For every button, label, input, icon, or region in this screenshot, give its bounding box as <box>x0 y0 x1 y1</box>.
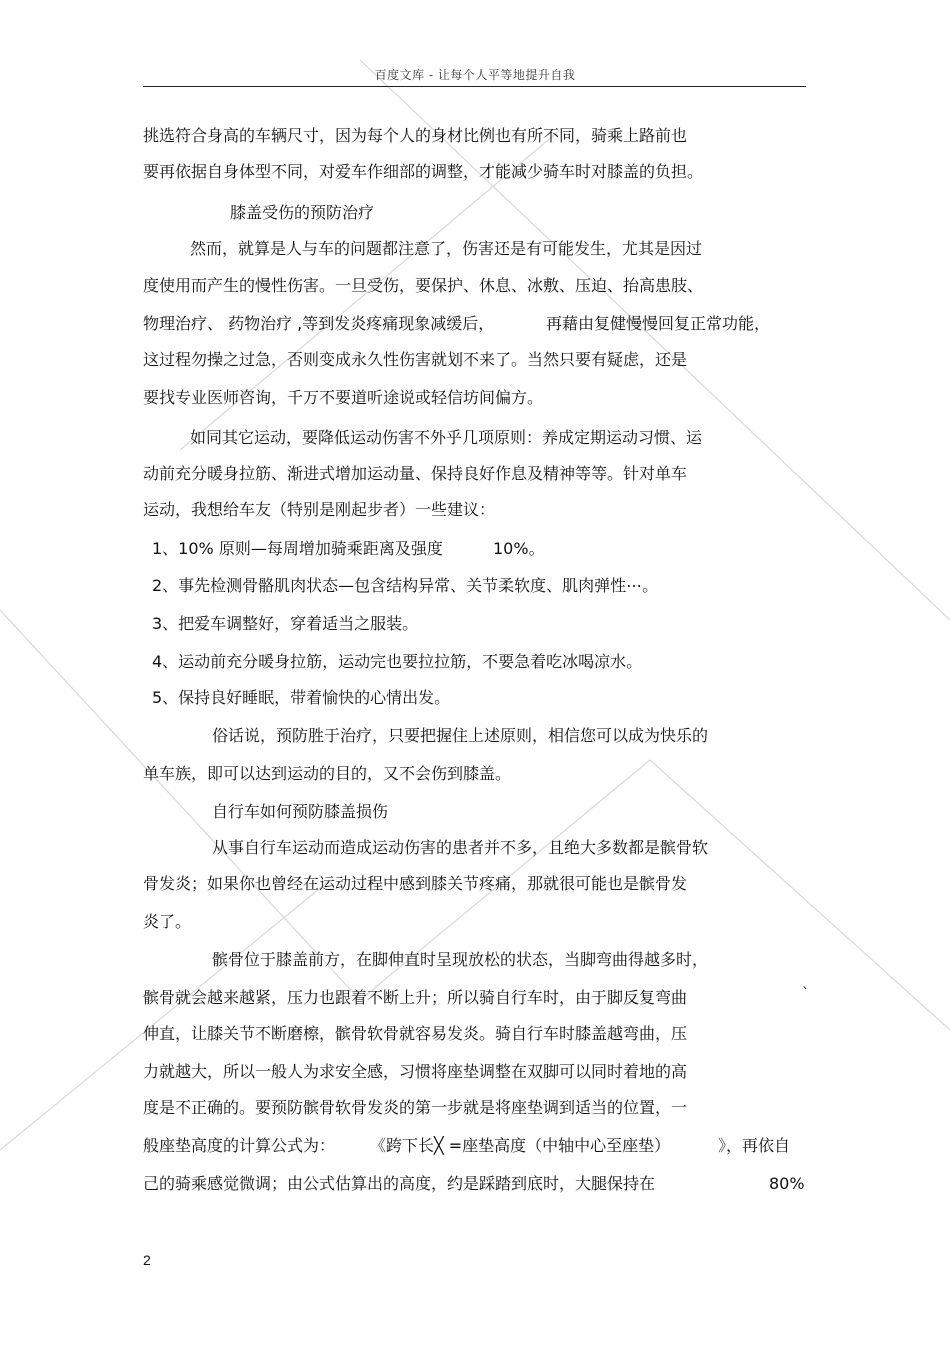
list-item: 5、保持良好睡眠，带着愉快的心情出发。 <box>152 688 451 707</box>
list-item: 3、把爱车调整好，穿着适当之服装。 <box>152 614 419 633</box>
text-line: 度使用而产生的慢性伤害。一旦受伤，要保护、休息、冰敷、压迫、抬高患肢、 <box>143 276 704 295</box>
text-line: 80% <box>769 1174 805 1193</box>
text-line: 运动，我想给车友（特别是刚起步者）一些建议： <box>143 500 496 519</box>
list-item: 2、事先检测骨骼肌肉状态—包含结构异常、关节柔软度、肌肉弹性⋯。 <box>152 576 659 595</box>
text-line: 》，再依自 <box>718 1136 791 1155</box>
text-line: 髌骨位于膝盖前方，在脚伸直时呈现放松的状态，当脚弯曲得越多时， <box>212 950 709 969</box>
list-item: 1、10% 原则—每周增加骑乘距离及强度 <box>152 539 443 558</box>
text-line: 般座垫高度的计算公式为： <box>143 1136 336 1155</box>
text-line: 从事自行车运动而造成运动伤害的患者并不多，且绝大多数都是髌骨软 <box>212 838 709 857</box>
text-line: 动前充分暖身拉筋、渐进式增加运动量、保持良好作息及精神等等。针对单车 <box>143 464 688 483</box>
formula: 《跨下长╳ =座垫高度（中轴中心至座垫） <box>370 1136 671 1155</box>
page-header-title: 百度文库 - 让每个人平等地提升自我 <box>374 68 576 82</box>
text-line: 如同其它运动，要降低运动伤害不外乎几项原则：养成定期运动习惯、运 <box>190 428 703 447</box>
text-line: 要找专业医师咨询，千万不要道听途说或轻信坊间偏方。 <box>143 388 544 407</box>
list-item-value: 10%。 <box>493 539 545 558</box>
text-line: 挑选符合身高的车辆尺寸，因为每个人的身材比例也有所不同，骑乘上路前也 <box>143 126 688 145</box>
section-heading: 自行车如何预防膝盖损伤 <box>212 802 389 821</box>
text-line: 再藉由复健慢慢回复正常功能， <box>546 314 771 333</box>
text-line: 俗话说，预防胜于治疗，只要把握住上述原则，相信您可以成为快乐的 <box>212 726 709 745</box>
text-line: 单车族，即可以达到运动的目的，又不会伤到膝盖。 <box>143 764 512 783</box>
text-line: 力就越大，所以一般人为求安全感，习惯将座垫调整在双脚可以同时着地的高 <box>143 1062 688 1081</box>
list-item: 4、运动前充分暖身拉筋，运动完也要拉拉筋，不要急着吃冰喝凉水。 <box>152 652 643 671</box>
text-line: 度是不正确的。要预防髌骨软骨发炎的第一步就是将座垫调到适当的位置，一 <box>143 1098 688 1117</box>
text-line: 髌骨就会越来越紧，压力也跟着不断上升；所以骑自行车时，由于脚反复弯曲 <box>143 988 688 1007</box>
text-line: 这过程勿操之过急，否则变成永久性伤害就划不来了。当然只要有疑虑，还是 <box>143 350 688 369</box>
text-line: 炎了。 <box>143 912 192 931</box>
text-line: 伸直，让膝关节不断磨檫，髌骨软骨就容易发炎。骑自行车时膝盖越弯曲，压 <box>143 1024 688 1043</box>
section-heading: 膝盖受伤的预防治疗 <box>230 203 375 222</box>
text-line: 要再依据自身体型不同，对爱车作细部的调整，才能减少骑车时对膝盖的负担。 <box>143 162 704 181</box>
text-line: 然而，就算是人与车的问题都注意了，伤害还是有可能发生，尤其是因过 <box>190 239 703 258</box>
page-number: 2 <box>143 1252 151 1268</box>
stray-mark: ` <box>802 986 809 1002</box>
text-line: 物理治疗、 药物治疗 ,等到发炎疼痛现象减缓后， <box>143 314 495 333</box>
text-line: 骨发炎；如果你也曾经在运动过程中感到膝关节疼痛，那就很可能也是髌骨发 <box>143 874 688 893</box>
text-line: 己的骑乘感觉微调；由公式估算出的高度，约是踩踏到底时，大腿保持在 <box>143 1174 656 1193</box>
header-divider <box>143 86 806 87</box>
